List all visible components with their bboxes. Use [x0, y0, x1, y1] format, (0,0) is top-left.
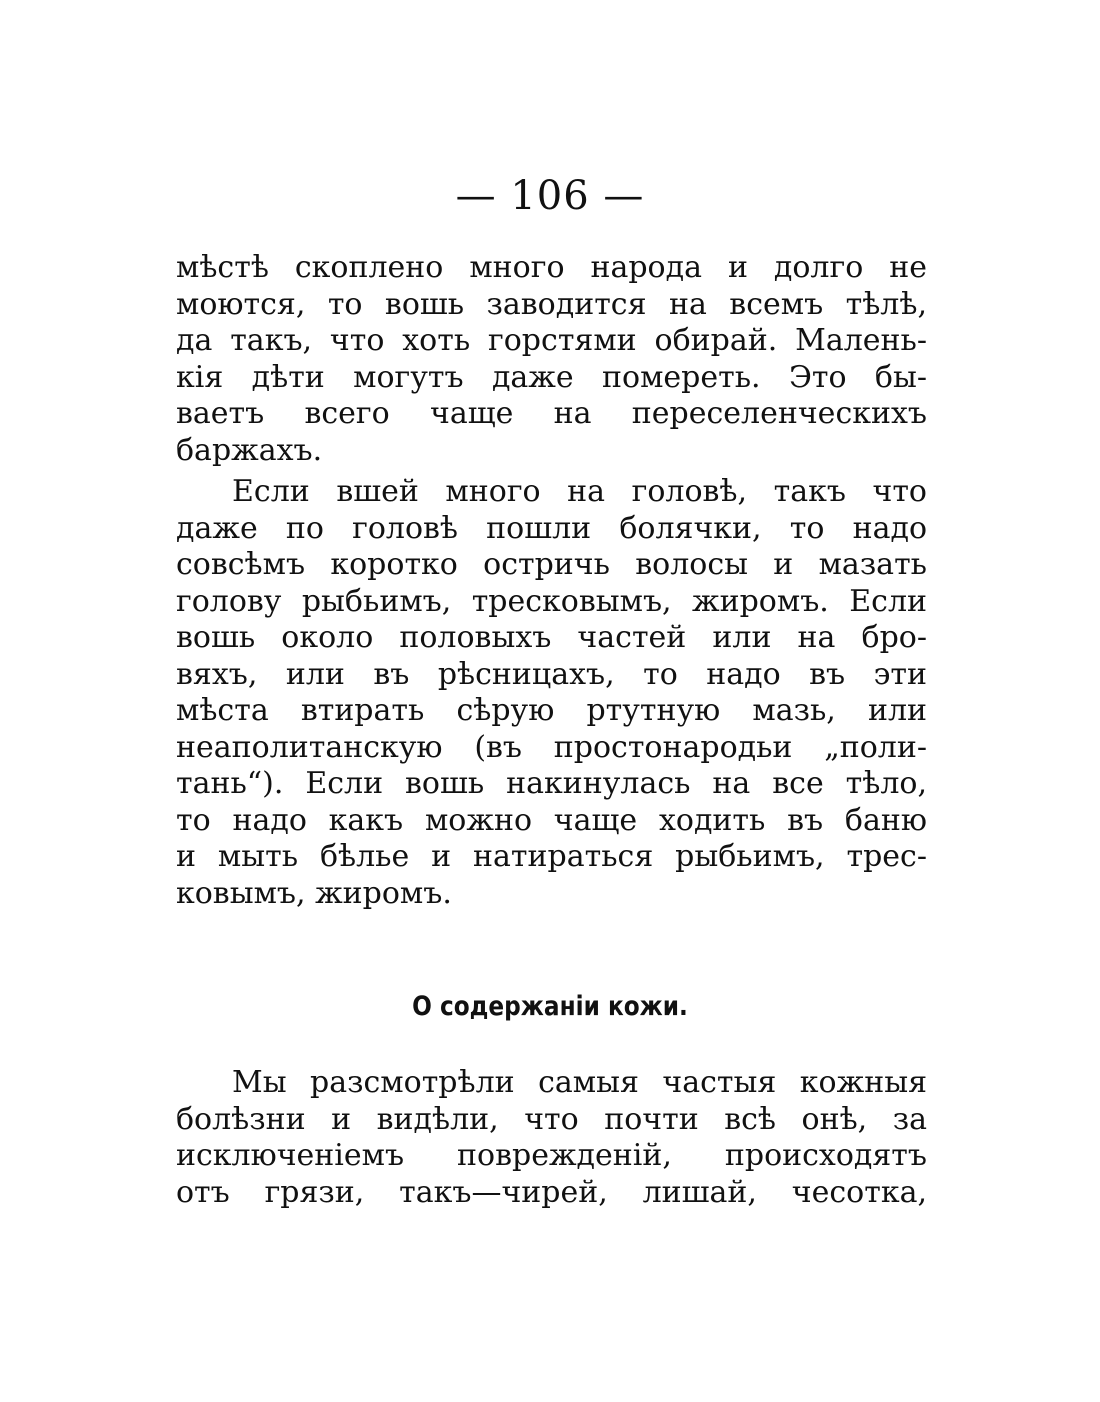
text-line: мѣстѣ скоплено много народа и долго не — [176, 250, 927, 285]
text-line: вошь около половыхъ частей или на бро- — [176, 620, 927, 655]
text-line: болѣзни и видѣли, что почти всѣ онѣ, за — [176, 1101, 927, 1137]
text-line: совсѣмъ коротко остричь волосы и мазать — [176, 547, 927, 582]
text-line: отъ грязи, такъ—чирей, лишай, чесотка, — [176, 1174, 927, 1210]
text-line: то надо какъ можно чаще ходить въ баню — [176, 802, 927, 838]
text-line: Если вшей много на головѣ, такъ что — [232, 474, 927, 509]
text-line: мѣста втирать сѣрую ртутную мазь, или — [176, 693, 927, 728]
text-line: голову рыбьимъ, тресковымъ, жиромъ. Если — [176, 583, 927, 619]
text-line: и мыть бѣлье и натираться рыбьимъ, трес- — [176, 839, 927, 874]
text-line: исключеніемъ поврежденій, происходятъ — [176, 1138, 927, 1173]
page-number: — 106 — — [455, 173, 645, 219]
text-line: ковымъ, жиромъ. — [176, 875, 452, 911]
text-line: баржахъ. — [176, 432, 323, 468]
paragraph-continuation — [176, 250, 927, 469]
text-line: моются, то вошь заводится на всемъ тѣлѣ, — [176, 286, 927, 322]
paragraph-skin-care — [176, 1065, 927, 1211]
text-line: даже по головѣ пошли болячки, то надо — [176, 510, 927, 546]
text-line: неаполитанскую (въ простонародьи „поли- — [176, 729, 927, 765]
text-line: Мы разсмотрѣли самыя частыя кожныя — [232, 1065, 927, 1100]
text-line: кія дѣти могутъ даже помереть. Это бы- — [176, 359, 927, 395]
text-line: тань“). Если вошь накинулась на все тѣло, — [176, 766, 927, 801]
paragraph-lice-treatment — [176, 474, 927, 912]
section-heading: О содержанiи кожи. — [412, 991, 688, 1022]
text-line: вяхъ, или въ рѣсницахъ, то надо въ эти — [176, 656, 927, 692]
text-line: да такъ, что хоть горстями обирай. Малень- — [176, 323, 927, 358]
text-line: ваетъ всего чаще на переселенческихъ — [176, 396, 927, 431]
